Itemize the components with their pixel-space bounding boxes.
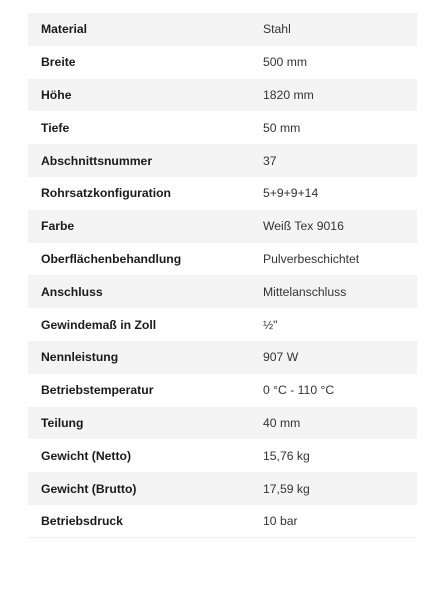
spec-label: Anschluss [41,284,103,299]
spec-row-hoehe [28,79,417,112]
spec-value: Pulverbeschichtet [263,251,360,266]
spec-value: Weiß Tex 9016 [263,219,344,234]
spec-row-teilung [28,407,417,440]
spec-value: 500 mm [263,55,308,70]
spec-row-anschluss [28,275,417,308]
spec-label: Farbe [41,219,75,234]
spec-value: ½" [263,317,278,332]
spec-value: 1820 mm [263,87,314,102]
spec-row-nennleistung [28,341,417,374]
spec-value: 37 [263,153,277,168]
spec-value: 50 mm [263,120,301,135]
spec-label: Gewicht (Brutto) [41,481,137,496]
spec-label: Tiefe [41,120,70,135]
spec-row-rohrsatzkonfiguration [28,177,417,210]
spec-value: 0 °C - 110 °C [263,383,335,398]
spec-value: 17,59 kg [263,481,310,496]
spec-row-betriebstemperatur [28,374,417,407]
spec-label: Oberflächenbehandlung [41,251,182,266]
spec-row-tiefe [28,111,417,144]
spec-row-gewindemass [28,308,417,341]
spec-value: Stahl [263,22,291,37]
spec-row-oberflaechenbehandlung [28,243,417,276]
spec-value: 5+9+9+14 [263,186,319,201]
spec-table-body [28,13,417,538]
spec-row-material [28,13,417,46]
spec-value: 907 W [263,350,299,365]
spec-value: 15,76 kg [263,448,310,463]
spec-label: Nennleistung [41,350,119,365]
spec-label: Breite [41,55,76,70]
spec-label: Teilung [41,415,84,430]
spec-label: Gewicht (Netto) [41,448,132,463]
spec-label: Abschnittsnummer [41,153,153,168]
spec-value: 40 mm [263,415,301,430]
spec-row-gewicht-netto [28,439,417,472]
spec-label: Gewindemaß in Zoll [41,317,157,332]
spec-value: Mittelanschluss [263,284,347,299]
spec-label: Material [41,22,88,37]
spec-label: Betriebsdruck [41,514,123,529]
spec-label: Höhe [41,87,72,102]
spec-label: Betriebstemperatur [41,383,154,398]
spec-row-betriebsdruck [28,505,417,538]
spec-row-abschnittsnummer [28,144,417,177]
spec-row-gewicht-brutto [28,472,417,505]
spec-row-breite [28,46,417,79]
spec-row-farbe [28,210,417,243]
spec-table [28,13,417,538]
spec-value: 10 bar [263,514,298,529]
spec-label: Rohrsatzkonfiguration [41,186,171,201]
